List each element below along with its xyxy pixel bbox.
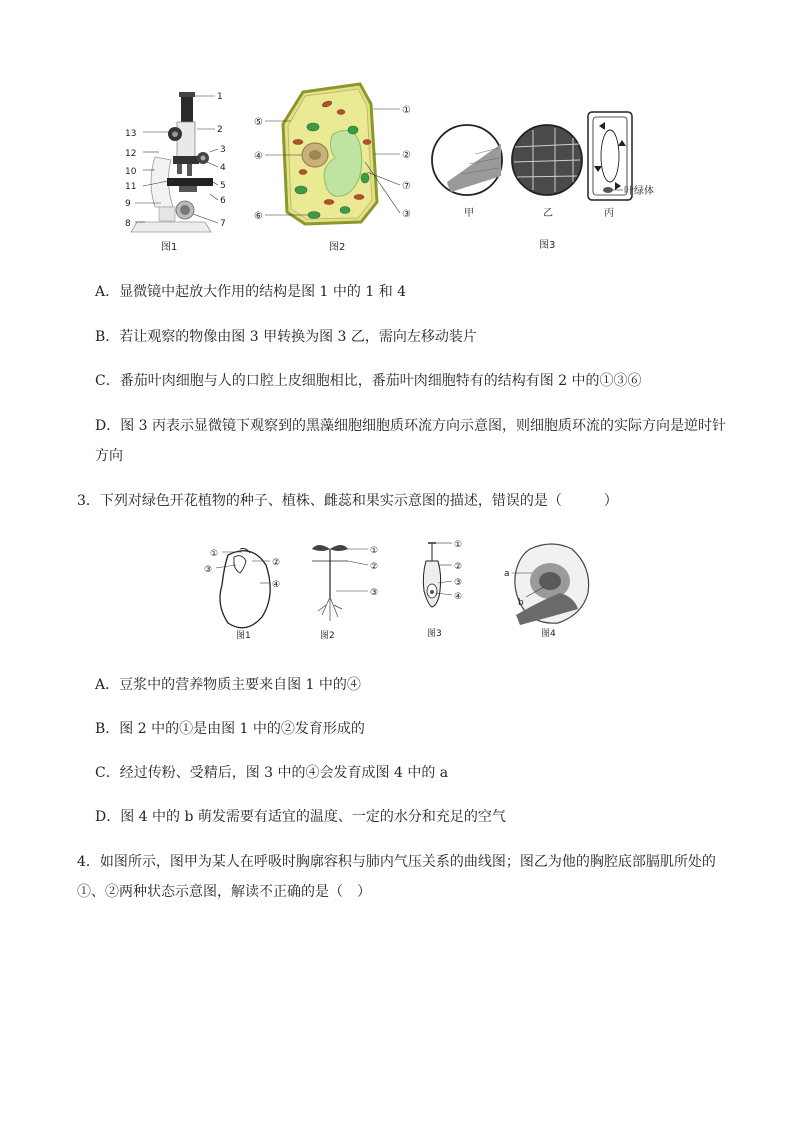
q3-option-b: B．图 2 中的①是由图 1 中的②发育形成的 bbox=[95, 721, 365, 737]
fruit-label-b: b bbox=[518, 598, 524, 608]
q2-option-a: A．显微镜中起放大作用的结构是图 1 中的 1 和 4 bbox=[95, 284, 407, 300]
seed-label-3: ③ bbox=[204, 565, 213, 575]
pistil-illustration bbox=[423, 540, 462, 639]
q3-fig2-caption: 图2 bbox=[320, 631, 335, 641]
seed-label-2: ② bbox=[272, 558, 281, 568]
microscope-label-8: 8 bbox=[125, 219, 131, 229]
q3-option-d: D．图 4 中的 b 萌发需要有适宜的温度、一定的水分和充足的空气 bbox=[95, 809, 506, 825]
microscope-label-6: 6 bbox=[220, 196, 226, 206]
cell-label-3: ③ bbox=[402, 209, 411, 220]
seed-label-1: ① bbox=[210, 549, 219, 559]
cell-label-1: ① bbox=[402, 105, 411, 116]
q3-option-c: C．经过传粉、受精后，图 3 中的④会发育成图 4 中的 a bbox=[95, 765, 449, 781]
cell-label-6: ⑥ bbox=[254, 211, 263, 222]
q3-fig1-caption: 图1 bbox=[236, 631, 251, 641]
seedling-illustration bbox=[312, 545, 378, 641]
seedling-label-1: ① bbox=[370, 546, 379, 556]
fig2-caption: 图2 bbox=[329, 242, 346, 253]
fruit-illustration bbox=[504, 544, 589, 639]
q2-option-c: C．番茄叶肉细胞与人的口腔上皮细胞相比，番茄叶肉细胞特有的结构有图 2 中的①③⑥ bbox=[95, 373, 642, 389]
q3-fig4-caption: 图4 bbox=[541, 629, 556, 639]
q3-fig3-caption: 图3 bbox=[427, 629, 442, 639]
figure-microscope-cell-views bbox=[115, 82, 675, 257]
microscope-label-7: 7 bbox=[220, 219, 226, 229]
pistil-label-2: ② bbox=[454, 562, 463, 572]
seed-illustration bbox=[204, 549, 280, 642]
microscope-label-3: 3 bbox=[220, 145, 226, 155]
q4-stem-line2: ①、②两种状态示意图，解读不正确的是（ ） bbox=[77, 884, 371, 900]
microscope-label-10: 10 bbox=[125, 167, 137, 177]
microscope-label-5: 5 bbox=[220, 181, 226, 191]
fig3-panel-label-jia: 甲 bbox=[464, 208, 474, 219]
microscope-label-11: 11 bbox=[125, 182, 137, 192]
microscope-label-4: 4 bbox=[220, 163, 226, 173]
seedling-label-3: ③ bbox=[370, 588, 379, 598]
microscope-label-2: 2 bbox=[217, 125, 223, 135]
fig3-panel-label-yi: 乙 bbox=[543, 208, 553, 219]
q3-stem: 3．下列对绿色开花植物的种子、植株、雌蕊和果实示意图的描述，错误的是（ ） bbox=[77, 493, 618, 509]
microscope-label-1: 1 bbox=[217, 92, 223, 102]
cell-label-2: ② bbox=[402, 150, 411, 161]
microscope-label-13: 13 bbox=[125, 129, 137, 139]
q2-option-d-line1: D．图 3 丙表示显微镜下观察到的黑藻细胞细胞质环流方向示意图，则细胞质环流的实际方向是逆时针 bbox=[95, 418, 727, 434]
microscope-label-9: 9 bbox=[125, 199, 131, 209]
microscope-views-illustration bbox=[432, 112, 654, 251]
q2-option-d-line2: 方向 bbox=[95, 448, 123, 464]
pistil-label-1: ① bbox=[454, 540, 463, 550]
figure-seed-plant-pistil-fruit bbox=[200, 535, 600, 643]
microscope-illustration bbox=[125, 92, 226, 253]
q4-stem-line1: 4．如图所示，图甲为某人在呼吸时胸廓容积与肺内气压关系的曲线图；图乙为他的胸腔底部膈肌所处的 bbox=[77, 854, 716, 870]
chloroplast-label: 叶绿体 bbox=[624, 186, 654, 197]
fig1-caption: 图1 bbox=[161, 242, 178, 253]
cell-label-4: ④ bbox=[254, 151, 263, 162]
plant-cell-illustration bbox=[254, 84, 411, 253]
seedling-label-2: ② bbox=[370, 562, 379, 572]
q2-option-b: B．若让观察的物像由图 3 甲转换为图 3 乙，需向左移动装片 bbox=[95, 329, 477, 345]
fruit-label-a: a bbox=[504, 569, 510, 579]
fig3-panel-label-bing: 丙 bbox=[604, 208, 614, 219]
fig3-caption: 图3 bbox=[539, 240, 556, 251]
microscope-label-12: 12 bbox=[125, 149, 137, 159]
pistil-label-3: ③ bbox=[454, 578, 463, 588]
q3-option-a: A．豆浆中的营养物质主要来自图 1 中的④ bbox=[95, 677, 361, 693]
seed-label-4: ④ bbox=[272, 580, 281, 590]
cell-label-7: ⑦ bbox=[402, 181, 411, 192]
pistil-label-4: ④ bbox=[454, 592, 463, 602]
cell-label-5: ⑤ bbox=[254, 117, 263, 128]
